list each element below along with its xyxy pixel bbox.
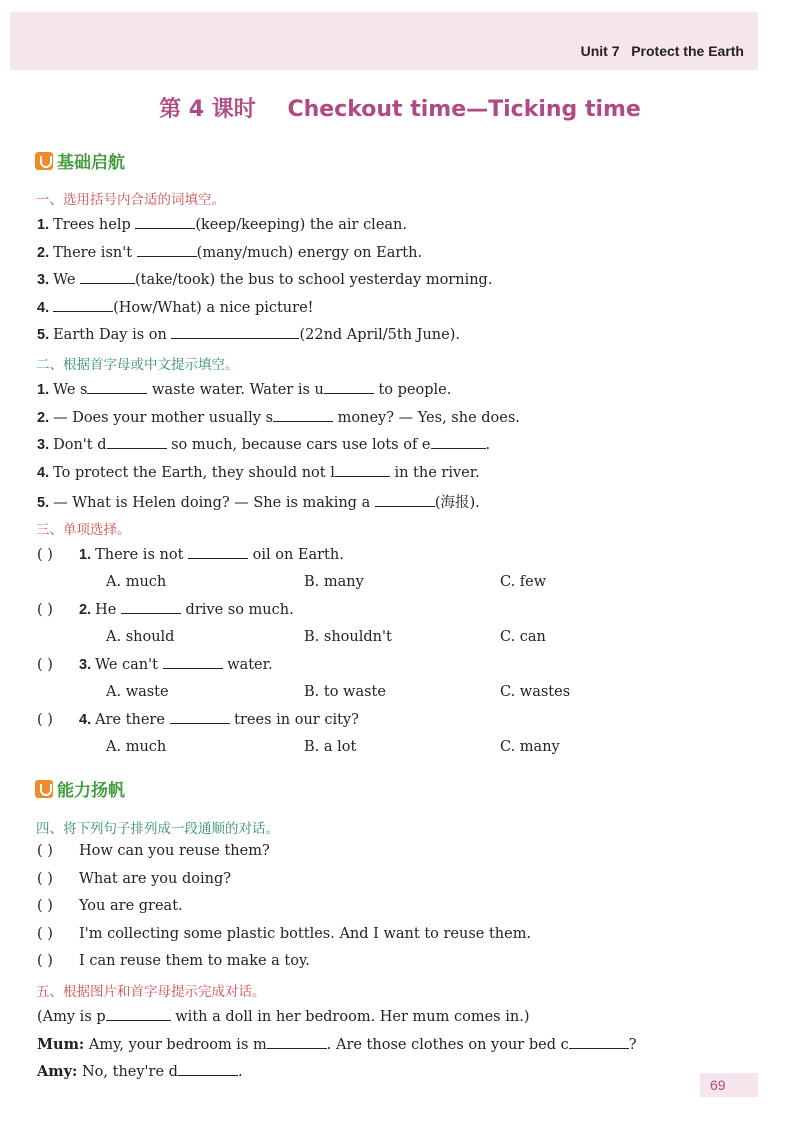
item-text: drive so much. (180, 602, 294, 618)
answer-blank[interactable] (137, 244, 197, 257)
sail-icon (35, 780, 53, 798)
lesson-title (0, 92, 800, 123)
sec5-intro (37, 1008, 529, 1025)
answer-paren[interactable]: ( ) (37, 602, 53, 618)
sec4-item-4 (37, 926, 531, 942)
answer-blank[interactable] (107, 436, 167, 449)
item-text: We (53, 272, 81, 288)
item-text: He (95, 602, 121, 618)
answer-blank[interactable] (569, 1036, 629, 1049)
answer-blank[interactable] (106, 1008, 171, 1021)
item-text: Earth Day is on (53, 327, 172, 343)
sec2-item-3 (37, 436, 490, 453)
speaker-label: Mum: (37, 1036, 85, 1053)
answer-blank[interactable] (431, 436, 486, 449)
item-text: — Does your mother usually s (53, 410, 274, 426)
item-text: ? (628, 1037, 637, 1053)
item-text: (海报). (434, 495, 480, 511)
answer-paren[interactable]: ( ) (37, 871, 53, 887)
option-c: C. can (500, 629, 546, 645)
sec5-mum-line (37, 1036, 637, 1053)
item-number: 5. (37, 327, 50, 343)
answer-blank[interactable] (267, 1036, 327, 1049)
sec2-item-4 (37, 464, 480, 481)
answer-paren[interactable]: ( ) (37, 657, 53, 673)
option-b: B. many (304, 574, 364, 590)
sec1-item-4 (37, 299, 314, 316)
sec2-item-2 (37, 409, 520, 426)
item-number: 5. (37, 495, 50, 511)
item-text: (How/What) a nice picture! (113, 300, 314, 316)
item-number: 2. (37, 410, 50, 426)
sec2-item-1 (37, 381, 451, 398)
item-text: (keep/keeping) the air clean. (195, 217, 407, 233)
sec3-item-2 (37, 601, 294, 618)
answer-blank (163, 656, 223, 669)
item-text: . Are those clothes on your bed c (326, 1037, 569, 1053)
section-2-heading: 二、根据首字母或中文提示填空。 (36, 357, 239, 373)
unit-label: Unit 7 (580, 43, 620, 59)
answer-paren[interactable]: ( ) (37, 898, 53, 914)
item-text: How can you reuse them? (79, 843, 270, 859)
item-text: trees in our city? (229, 712, 359, 728)
item-text: — What is Helen doing? — She is making a (53, 495, 375, 511)
sec4-item-2 (37, 871, 231, 887)
block-advanced-title: 能力扬帆 (57, 781, 125, 801)
sec3-item-1 (37, 546, 344, 563)
item-text: Don't d (53, 437, 107, 453)
answer-paren[interactable]: ( ) (37, 926, 53, 942)
sec3-item-4 (37, 711, 359, 728)
answer-blank[interactable] (324, 381, 374, 394)
item-number: 2. (79, 602, 92, 618)
item-text: You are great. (79, 898, 183, 914)
item-text: I can reuse them to make a toy. (79, 953, 310, 969)
section-4-heading: 四、将下列句子排列成一段通顺的对话。 (36, 821, 279, 837)
answer-blank[interactable] (171, 326, 299, 339)
option-a: A. much (106, 739, 167, 755)
sec2-item-5 (37, 491, 480, 512)
sec4-item-1 (37, 843, 270, 859)
option-a: A. waste (106, 684, 169, 700)
item-text: so much, because cars use lots of e (166, 437, 431, 453)
sec1-item-2 (37, 244, 422, 261)
answer-blank[interactable] (87, 381, 147, 394)
item-text: waste water. Water is u (147, 382, 324, 398)
unit-topic: Protect the Earth (631, 43, 744, 59)
item-text: No, they're d (77, 1064, 178, 1080)
answer-blank[interactable] (53, 299, 113, 312)
sec3-item-3 (37, 656, 273, 673)
item-text: There isn't (53, 245, 137, 261)
answer-paren[interactable]: ( ) (37, 712, 53, 728)
block-basic-title: 基础启航 (57, 153, 125, 173)
item-text: money? — Yes, she does. (333, 410, 520, 426)
header-band (10, 12, 758, 70)
sec4-item-5 (37, 953, 310, 969)
lesson-number: 第 4 课时 (159, 97, 256, 122)
item-text: (many/much) energy on Earth. (196, 245, 423, 261)
item-text: water. (222, 657, 273, 673)
item-number: 3. (37, 272, 50, 288)
option-a: A. much (106, 574, 167, 590)
item-text: (take/took) the bus to school yesterday morning. (135, 272, 493, 288)
answer-paren[interactable]: ( ) (37, 953, 53, 969)
item-number: 4. (79, 712, 92, 728)
option-a: A. should (106, 629, 175, 645)
item-text: To protect the Earth, they should not l (53, 465, 335, 481)
item-number: 3. (79, 657, 92, 673)
item-number: 1. (37, 217, 50, 233)
answer-blank (170, 711, 230, 724)
section-3-heading: 三、单项选择。 (36, 522, 131, 538)
sec4-item-3 (37, 898, 183, 914)
item-number: 1. (37, 382, 50, 398)
option-c: C. many (500, 739, 560, 755)
item-text: We s (53, 382, 88, 398)
speaker-label: Amy: (37, 1063, 78, 1080)
item-text: with a doll in her bedroom. Her mum comes in.) (170, 1009, 530, 1025)
option-b: B. shouldn't (304, 629, 392, 645)
option-b: B. a lot (304, 739, 357, 755)
sec1-item-1 (37, 216, 407, 233)
sec1-item-3 (37, 271, 492, 288)
answer-blank (188, 546, 248, 559)
item-text: (Amy is p (37, 1009, 106, 1025)
item-number: 4. (37, 300, 50, 316)
answer-blank[interactable] (178, 1063, 238, 1076)
item-text: . (237, 1064, 243, 1080)
item-text: oil on Earth. (248, 547, 344, 563)
answer-paren[interactable]: ( ) (37, 843, 53, 859)
item-text: . (485, 437, 491, 453)
anchor-icon (35, 152, 53, 170)
page-number: 69 (700, 1073, 758, 1097)
item-text: in the river. (389, 465, 480, 481)
item-text: Trees help (53, 217, 136, 233)
sec5-amy-line (37, 1063, 243, 1080)
lesson-name: Checkout time—Ticking time (287, 97, 641, 122)
running-header (581, 43, 744, 59)
option-c: C. wastes (500, 684, 571, 700)
answer-blank (121, 601, 181, 614)
item-text: We can't (95, 657, 163, 673)
item-text: I'm collecting some plastic bottles. And I want to reuse them. (79, 926, 532, 942)
item-text: Amy, your bedroom is m (84, 1037, 267, 1053)
answer-blank[interactable] (375, 494, 435, 507)
item-text: Are there (95, 712, 170, 728)
option-b: B. to waste (304, 684, 386, 700)
item-number: 4. (37, 465, 50, 481)
item-text: There is not (95, 547, 188, 563)
answer-blank[interactable] (273, 409, 333, 422)
item-text: What are you doing? (79, 871, 232, 887)
section-1-heading: 一、选用括号内合适的词填空。 (36, 192, 225, 208)
item-number: 2. (37, 245, 50, 261)
item-text: (22nd April/5th June). (299, 327, 460, 343)
answer-blank[interactable] (135, 216, 195, 229)
item-number: 3. (37, 437, 50, 453)
block-basic (35, 148, 125, 173)
answer-blank[interactable] (80, 271, 135, 284)
item-text: to people. (373, 382, 452, 398)
section-5-heading: 五、根据图片和首字母提示完成对话。 (36, 984, 266, 1000)
sec1-item-5 (37, 326, 460, 343)
item-number: 1. (79, 547, 92, 563)
option-c: C. few (500, 574, 547, 590)
block-advanced (35, 776, 125, 801)
answer-blank[interactable] (335, 464, 390, 477)
answer-paren[interactable]: ( ) (37, 547, 53, 563)
